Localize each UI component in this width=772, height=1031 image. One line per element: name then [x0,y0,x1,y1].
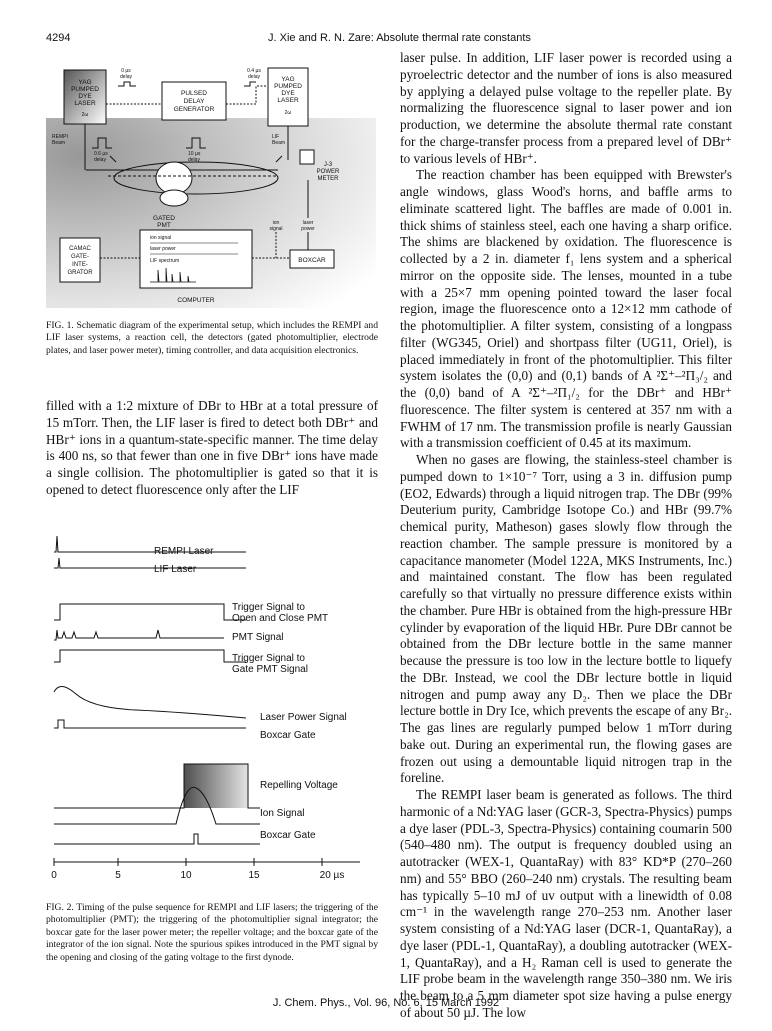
pulsed-line: GENERATOR [173,106,215,113]
lif-beam-label: LIF [272,134,280,140]
figure-2-timing [46,532,376,882]
power-meter-box [300,150,314,164]
screen-power-label: laser power [150,246,176,252]
timing-label: delay [248,74,260,80]
rempi-beam-label: REMPI [52,134,68,140]
body-paragraph: laser pulse. In addition, LIF laser power is recorded using a pyroelectric detector and the number of ions is also measured by applying a delayed pulse voltage to the repeller plate. By normalizing the fluorescence signal to laser power and ion production, we determine the absolute thermal rate constant for the charge-transfer process from a prepared level of DBr⁺ to various levels of HBr⁺. [400,50,732,166]
repelling-shading [184,764,248,808]
yag-right-line: LASER [277,97,299,104]
signal-label: REMPI Laser [154,546,214,557]
screen-ion-label: ion signal [150,235,172,241]
camac-line: GATE- [71,254,89,260]
yag-right-line: YAG [281,76,295,83]
boxcar-label: BOXCAR [298,257,326,264]
yag-left-line: 2ω [81,112,89,118]
signal-label: Laser Power Signal [260,712,347,723]
timing-label: 0 µs [121,68,131,74]
laser-power-label: power [301,226,315,232]
timing-label: 0.4 µs [247,68,261,74]
camac-line: INTE- [72,262,88,268]
body-paragraph: The REMPI laser beam is generated as follows. The third harmonic of a Nd:YAG laser (GCR-3, Spectra-Physics) pumps a dye laser (PDL-3, Spectra-Physics) containing coumarin 500 (540–480 nm). The output is frequency doubled using an autotracker (WEX-1, QuantaRay) with 83° KD*P (270–260 nm) and 55° BBO (260–240 nm) crystals. The resulting beam has typically 5–10 mJ of uv output with a linewidth of 0.08 cm⁻¹ in the wavelength range 270–253 nm. Another laser system consisting of a Nd:YAG laser (DCR-1, QuantaRay), a dye laser (PDL-1, QuantaRay), a doubling autotracker (WEX-1, QuantaRay), and a H₂ Raman cell is used to generate the LIF probe beam in the wavelength range 350–380 nm. We iris the beam to a 5 mm diameter spot size having a pulse energy of about 50 µJ. The low [400,787,732,1020]
ion-signal-label: signal [269,226,283,232]
signal-label: PMT Signal [232,632,284,643]
right-column [400,50,732,1022]
camac-line: GRATOR [67,270,93,276]
camac-line: CAMAC [69,246,91,252]
signal-label: Ion Signal [260,808,305,819]
yag-left-line: PUMPED [71,86,99,93]
axis-tick: 15 [248,870,260,881]
gated-pmt-label: GATED [153,215,175,222]
pulse2-label: 10 µs [188,151,201,157]
signal-label: Gate PMT Signal [232,664,308,675]
yag-left-line: DYE [78,93,92,100]
body-paragraph: The reaction chamber has been equipped with Brewster's angle windows, glass Wood's horns, and baffle arms to eliminate scattered light. The baffles are made of 0.001 in. thick shims of stainless steel, each one having a sharp orifice. The shims are blackened by oxidation. The fluorescence is collected by a 2 in. diameter f₁ lens system and a spherical mirror on the opposite side. The lenses, mounted in a tube with a 25×7 mm opening pointed toward the laser focal region, image the fluorescence onto a 12×12 mm cathode of the photomultiplier. A filter system, consisting of a longpass filter (WG345, Oriel) and shortpass filter (UG11, Oriel), is placed immediately in front of the photomultiplier. This filter system isolates the (0,0) and (0,1) bands of A ²Σ⁺–²Π₃/₂ and the (0,0) band of A ²Σ⁺–²Π₁/₂ for the DBr⁺ and HBr⁺ fluorescence. The filter system is centered at 357 nm with a FWHM of 17 nm. The transmission profile is nearly Gaussian with a transmission coefficient of 0.45 at its maximum. [400,167,732,451]
rempi-beam-label: Beam [52,140,66,146]
pulse2-label: delay [188,157,200,163]
signal-label: Trigger Signal to [232,602,305,613]
page-number: 4294 [46,32,71,44]
yag-left-line: YAG [78,79,92,86]
axis-tick: 0 [51,870,57,881]
yag-left-line: LASER [74,100,96,107]
body-paragraph: When no gases are flowing, the stainless-steel chamber is pumped down to 1×10⁻⁷ Torr, using a 3 in. diffusion pump (EO2, Edwards) through a liquid nitrogen trap. The DBr (99% Deuterium purity, Cambridge Isotope Co.) and HBr (99.7% chemical purity, Matheson) gases slowly flow through the reaction chamber. The sample pressure is monitored by a capacitance manometer (Model 122A, MKS Instruments, Inc.) and maintained constant. The flow has been regulated carefully so that virtually no pressure difference exists within the chamber. Pure HBr is obtained from the high-pressure HBr cylinder by evaporation of the liquid HBr. Pure DBr cannot be obtained from the DBr lecture bottle in the same manner because the pressure is too low in the lecture bottle to liquefy the DBr. Instead, we cool the DBr lecture bottle in liquid nitrogen and pump away any D₂. Then we place the DBr lecture bottle in Dry Ice, which prevents the escape of any Br₂. The gas lines are regularly pumped below 1 mTorr during bake out. During an experimental run, the flowing gases are frozen out using a demountable liquid nitrogen trap in the foreline. [400,452,732,786]
figure-1-schematic [46,58,376,308]
signal-label: Trigger Signal to [232,653,305,664]
left-paragraph: filled with a 1:2 mixture of DBr to HBr at a total pressure of 15 mTorr. Then, the LIF laser is fired to detect both DBr⁺ and HBr⁺ ions in a quantum-state-specific manner. The time delay is 400 ns, so that fewer than one in five DBr⁺ ions have made a single collision. The photomultiplier is gated so that it is opened to detect fluorescence only after the LIF [46,398,378,497]
power-meter-line: POWER [316,169,340,175]
ion-signal-label: ion [272,220,280,226]
axis-tick: 20 µs [319,870,345,881]
signal-label: Open and Close PMT [232,613,329,624]
journal-footer: J. Chem. Phys., Vol. 96, No. 6, 15 March 1992 [272,997,500,1009]
yag-right-line: 2ω [284,110,292,116]
figure-1-caption: FIG. 1. Schematic diagram of the experimental setup, which includes the REMPI and LIF laser systems, a reaction cell, the detectors (gated photomultiplier, electrode plates, and laser power meter), timing controller, and data acquisition electronics. [46,320,378,356]
signal-label: Boxcar Gate [260,730,316,741]
timing-label: delay [120,74,132,80]
running-header: J. Xie and R. N. Zare: Absolute thermal rate constants [268,32,531,44]
signal-label: Boxcar Gate [260,830,316,841]
signal-label: LIF Laser [154,564,197,575]
power-meter-line: J-3 [323,162,333,168]
computer-label: COMPUTER [177,297,215,304]
yag-right-line: DYE [281,90,295,97]
pulsed-line: DELAY [183,98,205,105]
gated-pmt-label: PMT [157,222,171,229]
power-meter-line: METER [317,176,339,182]
signal-label: Repelling Voltage [260,780,338,791]
figure-2-caption: FIG. 2. Timing of the pulse sequence for REMPI and LIF lasers; the triggering of the photomultiplier (PMT); the triggering of the photomultiplier signal integrator; the boxcar gate for the laser power meter; the repeller voltage; and the boxcar gate of the integrator of the ion signal. Note the spurious spikes introduced in the PMT signal by the opening and closing of the gating voltage to the first dynode. [46,902,378,963]
pulse1-label: 0.6 µs [94,151,108,157]
laser-power-label: laser [302,220,314,226]
screen-lif-label: LIF spectrum [150,258,180,264]
pulse1-label: delay [94,157,106,163]
axis-tick: 10 [180,870,192,881]
yag-right-line: PUMPED [274,83,302,90]
lif-beam-label: Beam [272,140,286,146]
axis-tick: 5 [115,870,121,881]
pulsed-line: PULSED [180,90,208,97]
